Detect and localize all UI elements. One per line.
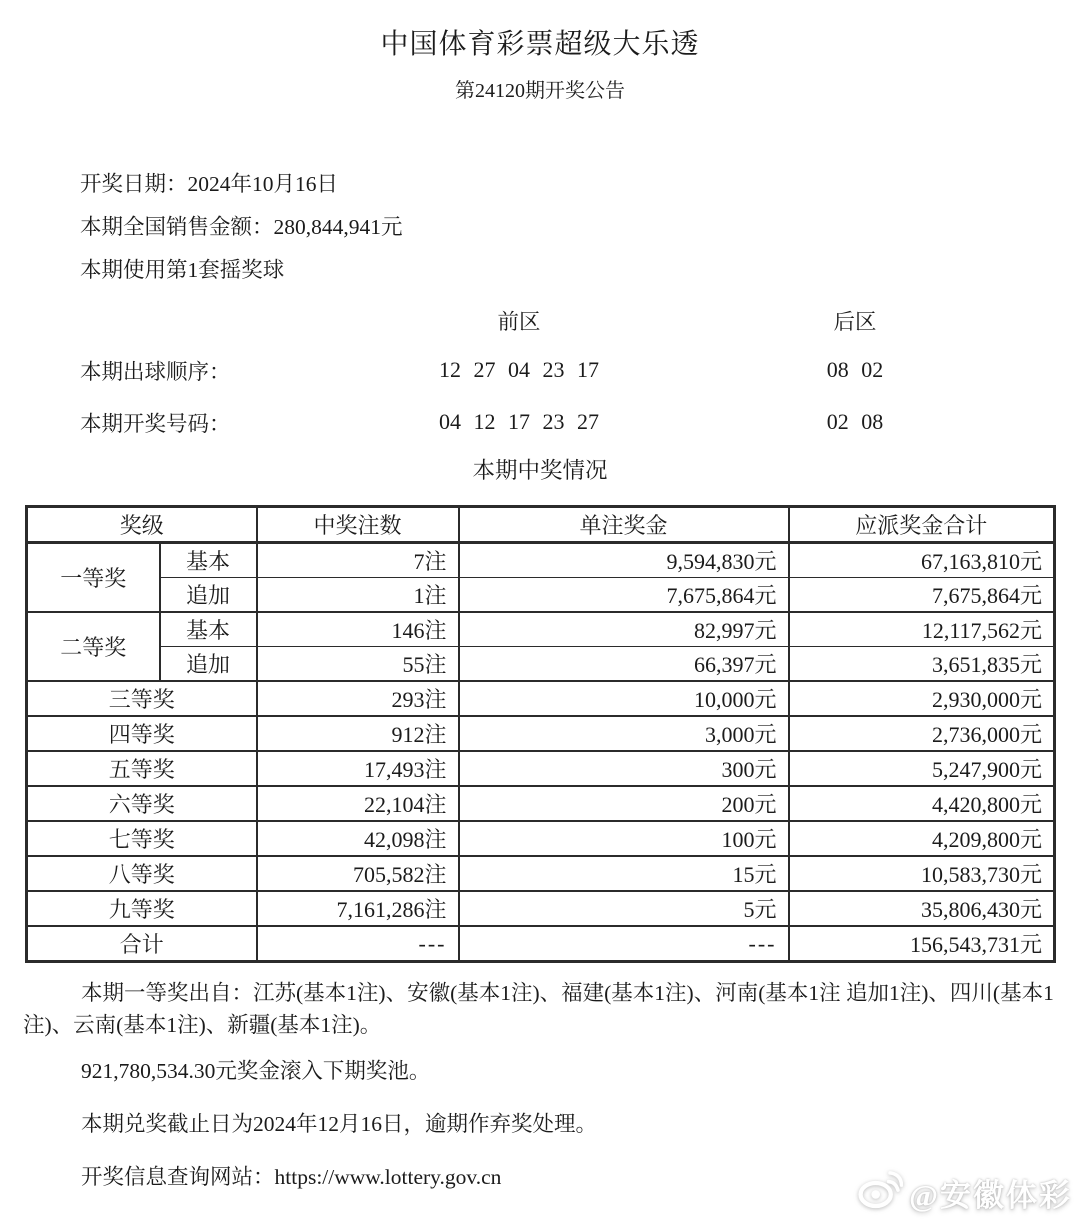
prize-level-cell: 三等奖 (27, 681, 257, 716)
prize-table-row (27, 716, 1055, 751)
prize-type-cell: 基本 (160, 543, 257, 578)
note-rollover: 921,780,534.30元奖金滚入下期奖池。 (81, 1059, 431, 1083)
total-prize-cell: 67,163,810元 (789, 543, 1055, 578)
front-zone-label: 前区 (497, 309, 541, 334)
total-prize-cell: 5,247,900元 (789, 751, 1055, 786)
prize-level-cell: 九等奖 (27, 891, 257, 926)
prize-level-cell: 四等奖 (27, 716, 257, 751)
total-prize-cell: 2,736,000元 (789, 716, 1055, 751)
note-redeem-deadline: 本期兑奖截止日为2024年12月16日，逾期作弃奖处理。 (81, 1112, 598, 1136)
numbers-section (0, 296, 1080, 448)
weibo-icon (857, 1167, 903, 1217)
draw-order-label: 本期出球顺序： (80, 359, 231, 384)
watermark-handle: @安徽体彩 (909, 1177, 1072, 1213)
total-prize-cell: 4,209,800元 (789, 821, 1055, 856)
prize-level-cell: 七等奖 (27, 821, 257, 856)
prize-table-title: 本期中奖情况 (472, 458, 608, 483)
header-total-prize: 应派奖金合计 (789, 507, 1055, 543)
prize-table-row (27, 578, 1055, 613)
total-prize-cell: 12,117,562元 (789, 612, 1055, 647)
single-prize-cell: 9,594,830元 (459, 543, 789, 578)
count-cell: 7注 (257, 543, 459, 578)
single-prize-cell: 100元 (459, 821, 789, 856)
count-cell: 55注 (257, 647, 459, 682)
sales-amount: 本期全国销售金额：280,844,941元 (80, 215, 403, 239)
back-zone-label: 后区 (833, 309, 877, 334)
count-cell: 7,161,286注 (257, 891, 459, 926)
single-prize-cell: 15元 (459, 856, 789, 891)
count-cell: 1注 (257, 578, 459, 613)
prize-table (25, 505, 1056, 963)
single-prize-cell: 7,675,864元 (459, 578, 789, 613)
count-cell: 17,493注 (257, 751, 459, 786)
single-prize-cell: 66,397元 (459, 647, 789, 682)
prize-level-cell: 合计 (27, 926, 257, 962)
prize-table-row (27, 856, 1055, 891)
prize-type-cell: 基本 (160, 612, 257, 647)
draw-order-back-numbers: 08 02 (826, 357, 884, 382)
prize-table-row (27, 786, 1055, 821)
prize-table-row (27, 612, 1055, 647)
prize-table-total-row (27, 926, 1055, 962)
prize-level-cell: 二等奖 (27, 612, 160, 681)
header-single-prize: 单注奖金 (459, 507, 789, 543)
single-prize-cell: --- (459, 926, 789, 962)
draw-info-block (80, 163, 1080, 292)
single-prize-cell: 10,000元 (459, 681, 789, 716)
count-cell: 705,582注 (257, 856, 459, 891)
winning-front-numbers: 04 12 17 23 27 (439, 409, 599, 434)
prize-table-row (27, 821, 1055, 856)
note-website: 开奖信息查询网站：https://www.lottery.gov.cn (81, 1165, 502, 1189)
draw-order-row (0, 344, 1080, 396)
count-cell: --- (257, 926, 459, 962)
single-prize-cell: 5元 (459, 891, 789, 926)
prize-type-cell: 追加 (160, 647, 257, 682)
count-cell: 912注 (257, 716, 459, 751)
header-level: 奖级 (27, 507, 257, 543)
prize-table-row (27, 543, 1055, 578)
draw-order-front-numbers: 12 27 04 23 17 (439, 357, 599, 382)
page-title: 中国体育彩票超级大乐透 (380, 29, 700, 60)
watermark (857, 1167, 1072, 1217)
total-prize-cell: 35,806,430元 (789, 891, 1055, 926)
prize-level-cell: 一等奖 (27, 543, 160, 613)
notes-section (23, 977, 1057, 1193)
page-subtitle: 第24120期开奖公告 (455, 80, 625, 102)
prize-level-cell: 六等奖 (27, 786, 257, 821)
prize-table-header-row (27, 507, 1055, 543)
single-prize-cell: 300元 (459, 751, 789, 786)
prize-type-cell: 追加 (160, 578, 257, 613)
ball-set: 本期使用第1套摇奖球 (80, 258, 285, 282)
prize-level-cell: 五等奖 (27, 751, 257, 786)
draw-date: 开奖日期：2024年10月16日 (80, 172, 339, 196)
total-prize-cell: 7,675,864元 (789, 578, 1055, 613)
winning-numbers-label: 本期开奖号码： (80, 411, 231, 436)
count-cell: 293注 (257, 681, 459, 716)
total-prize-cell: 4,420,800元 (789, 786, 1055, 821)
single-prize-cell: 3,000元 (459, 716, 789, 751)
total-prize-cell: 10,583,730元 (789, 856, 1055, 891)
winning-numbers-row (0, 396, 1080, 448)
count-cell: 22,104注 (257, 786, 459, 821)
note-first-prize-origin: 本期一等奖出自：江苏(基本1注)、安徽(基本1注)、福建(基本1注)、河南(基本1注 追加1注)、四川(基本1注)、云南(基本1注)、新疆(基本1注)。 (23, 981, 1054, 1037)
count-cell: 42,098注 (257, 821, 459, 856)
prize-table-row (27, 751, 1055, 786)
total-prize-cell: 156,543,731元 (789, 926, 1055, 962)
prize-level-cell: 八等奖 (27, 856, 257, 891)
count-cell: 146注 (257, 612, 459, 647)
prize-table-row (27, 891, 1055, 926)
header-count: 中奖注数 (257, 507, 459, 543)
single-prize-cell: 200元 (459, 786, 789, 821)
winning-back-numbers: 02 08 (826, 409, 884, 434)
prize-table-row (27, 681, 1055, 716)
total-prize-cell: 3,651,835元 (789, 647, 1055, 682)
zone-header-row (0, 296, 1080, 344)
total-prize-cell: 2,930,000元 (789, 681, 1055, 716)
single-prize-cell: 82,997元 (459, 612, 789, 647)
prize-table-row (27, 647, 1055, 682)
